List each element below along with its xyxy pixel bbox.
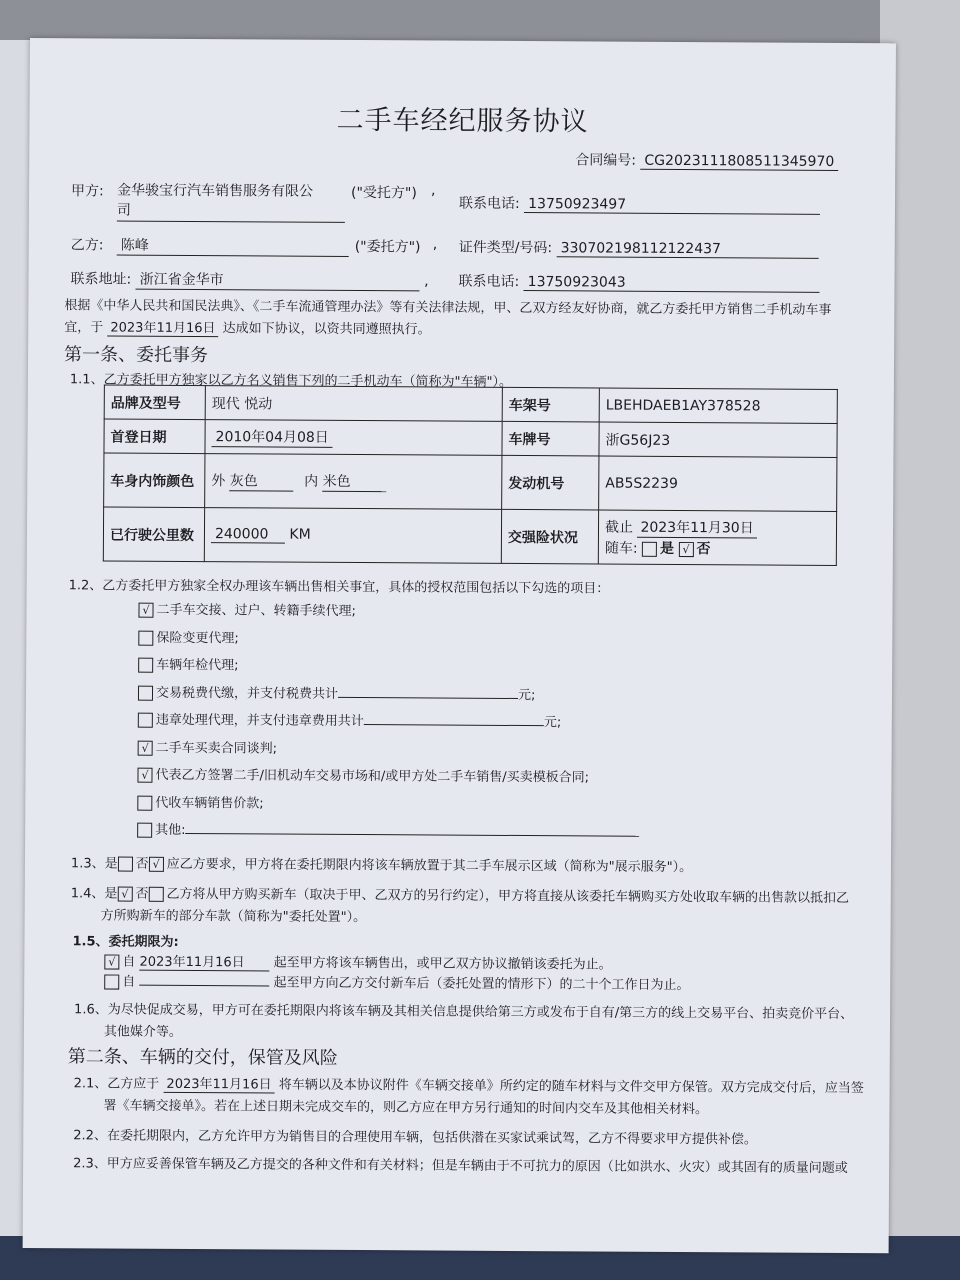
auth-checkbox[interactable]: √ xyxy=(138,603,153,618)
party-b-address: 联系地址: 浙江省金华市 , xyxy=(70,268,428,291)
brand-value: 现代 悦动 xyxy=(205,386,502,422)
clause-1-4-no-checkbox[interactable] xyxy=(148,887,163,902)
contract-page xyxy=(23,38,896,1253)
clause-1-1: 1.1、乙方委托甲方独家以乙方名义销售下列的二手机动车（简称为"车辆"）。 xyxy=(69,372,513,390)
authorization-list xyxy=(137,597,641,848)
insurance-value: 截止 2023年11月30日 随车: 是 √ 否 xyxy=(598,510,836,565)
auth-checkbox[interactable] xyxy=(138,685,153,700)
color-value: 外 灰色 内 米色 xyxy=(205,454,502,510)
insurance-yes-checkbox[interactable] xyxy=(642,541,657,556)
clause-2-1-line-2: 署《车辆交接单》。若在上述日期未完成交车的，则乙方应在甲方另行通知的时间内交车及其他相关材料。 xyxy=(103,1098,709,1118)
mileage-label: 已行驶公里数 xyxy=(103,507,204,562)
party-a-name: 金华骏宝行汽车销售服务有限公 司 xyxy=(117,181,345,223)
party-a-comma: , xyxy=(431,182,436,199)
party-a-phone: 联系电话: 13750923497 xyxy=(459,193,820,215)
engine-label: 发动机号 xyxy=(502,455,599,510)
brand-label: 品牌及型号 xyxy=(104,385,205,420)
insurance-label: 交强险状况 xyxy=(501,509,598,564)
party-b-role: ("委托方") xyxy=(354,238,421,256)
auth-checkbox[interactable] xyxy=(138,630,153,645)
clause-1-3-yes-checkbox[interactable] xyxy=(118,857,133,872)
contract-number: 合同编号: CG2023111808511345970 xyxy=(575,149,838,171)
clause-1-3: 1.3、是 否 √ 应乙方要求，甲方将在委托期限内将该车辆放置于其二手车展示区域（简称为"展示服务"）。 xyxy=(70,856,693,876)
insurance-no-checkbox[interactable]: √ xyxy=(678,541,693,556)
clause-1-6: 1.6、为尽快促成交易，甲方可在委托期限内将该车辆及其相关信息提供给第三方或发布于自有/第三方的线上交易平台、拍卖竞价平台、 xyxy=(74,1002,854,1023)
auth-checkbox[interactable]: √ xyxy=(137,768,152,783)
auth-item: √ 二手车买卖合同谈判; xyxy=(138,734,641,765)
article-1-title: 第一条、委托事务 xyxy=(64,344,209,367)
auth-checkbox[interactable] xyxy=(138,713,153,728)
clause-1-4-line-2: 方所购新车的部分车款（简称为"委托处置"）。 xyxy=(100,908,367,926)
clause-1-5-option-2: 自 起至甲方向乙方交付新车后（委托处置的情形下）的二十个工作日为止。 xyxy=(104,970,689,993)
reg-date-value: 2010年04月08日 xyxy=(205,420,502,456)
clause-2-1: 2.1、乙方应于 2023年11月16日 将车辆以及本协议附件《车辆交接单》所约定的随车材料与文件交甲方保管。双方完成交付后，应当签 xyxy=(74,1072,864,1097)
clause-1-5-heading: 1.5、委托期限为: xyxy=(72,934,179,950)
clause-1-6-line-2: 其他媒介等。 xyxy=(103,1024,182,1040)
document-title: 二手车经纪服务协议 xyxy=(336,104,589,138)
auth-checkbox[interactable] xyxy=(138,658,153,673)
party-b-phone: 联系电话: 13750923043 xyxy=(458,271,819,293)
intro-line-2: 宜，于 2023年11月16日 达成如下协议，以资共同遵照执行。 xyxy=(64,316,431,338)
auth-item: √ 代表乙方签署二手/旧机动车交易市场和/或甲方处二手车销售/买卖模板合同; xyxy=(137,762,640,793)
vin-label: 车架号 xyxy=(502,387,599,422)
clause-2-3: 2.3、甲方应妥善保管车辆及乙方提交的各种文件和有关材料；但是车辆由于不可抗力的原因（比如洪水、火灾）或其固有的质量问题或 xyxy=(73,1156,848,1177)
party-b-comma: , xyxy=(432,236,438,253)
auth-item: 违章处理代理，并支付违章费用共计 元; xyxy=(138,707,641,738)
clause-1-3-no-checkbox[interactable]: √ xyxy=(149,857,164,872)
clause-1-2: 1.2、乙方委托甲方独家全权办理该车辆出售相关事宜，具体的授权范围包括以下勾选的项目： xyxy=(68,578,610,597)
party-a-role: ("受托方") xyxy=(351,184,417,202)
auth-checkbox[interactable] xyxy=(137,823,152,838)
clause-2-2: 2.2、在委托期限内，乙方允许甲方为销售目的合理使用车辆，包括供潜在买家试乘试驾，乙方不得要求甲方提供补偿。 xyxy=(73,1128,758,1148)
contract-number-value: CG2023111808511345970 xyxy=(640,153,838,171)
clause-1-4-yes-checkbox[interactable]: √ xyxy=(117,887,132,902)
plate-label: 车牌号 xyxy=(502,421,599,456)
party-b-name: 陈峰 xyxy=(117,235,349,257)
color-label: 车身内饰颜色 xyxy=(104,453,205,508)
party-b-label: 乙方: xyxy=(70,237,104,254)
engine-value: AB5S2239 xyxy=(599,456,837,511)
auth-checkbox[interactable] xyxy=(137,795,152,810)
clause-1-4: 1.4、是 √ 否 乙方将从甲方购买新车（取决于甲、乙双方的另行约定），甲方将直接从该委托车辆购买方处收取车辆的出售款以抵扣乙 xyxy=(70,886,850,907)
party-a-label: 甲方: xyxy=(71,183,104,200)
auth-item: 车辆年检代理; xyxy=(138,652,641,683)
mileage-value: 240000 KM xyxy=(204,508,501,564)
auth-item: 代收车辆销售价款; xyxy=(137,789,640,820)
auth-item: √ 二手车交接、过户、转籍手续代理; xyxy=(138,597,641,628)
plate-value: 浙G56J23 xyxy=(599,422,837,457)
auth-item: 保险变更代理; xyxy=(138,624,641,655)
vin-value: LBEHDAEB1AY378528 xyxy=(599,388,837,423)
term-option-2-checkbox[interactable] xyxy=(104,974,119,989)
intro-line-1: 根据《中华人民共和国民法典》、《二手车流通管理办法》等有关法律法规，甲、乙双方经友好协商，就乙方委托甲方销售二手机动车事 xyxy=(64,298,832,318)
article-2-title: 第二条、车辆的交付，保管及风险 xyxy=(67,1046,338,1069)
clause-1-5-option-1: √ 自 2023年11月16日 起至甲方将该车辆售出，或甲乙双方协议撤销该委托为止。 xyxy=(104,950,611,973)
vehicle-info-table xyxy=(103,384,838,565)
auth-checkbox[interactable]: √ xyxy=(138,740,153,755)
term-option-1-checkbox[interactable]: √ xyxy=(104,954,119,969)
reg-date-label: 首登日期 xyxy=(104,419,205,454)
auth-item: 其他: xyxy=(137,817,640,848)
party-b-id: 证件类型/号码: 330702198112122437 xyxy=(459,237,819,259)
auth-item: 交易税费代缴，并支付税费共计 元; xyxy=(138,679,641,710)
